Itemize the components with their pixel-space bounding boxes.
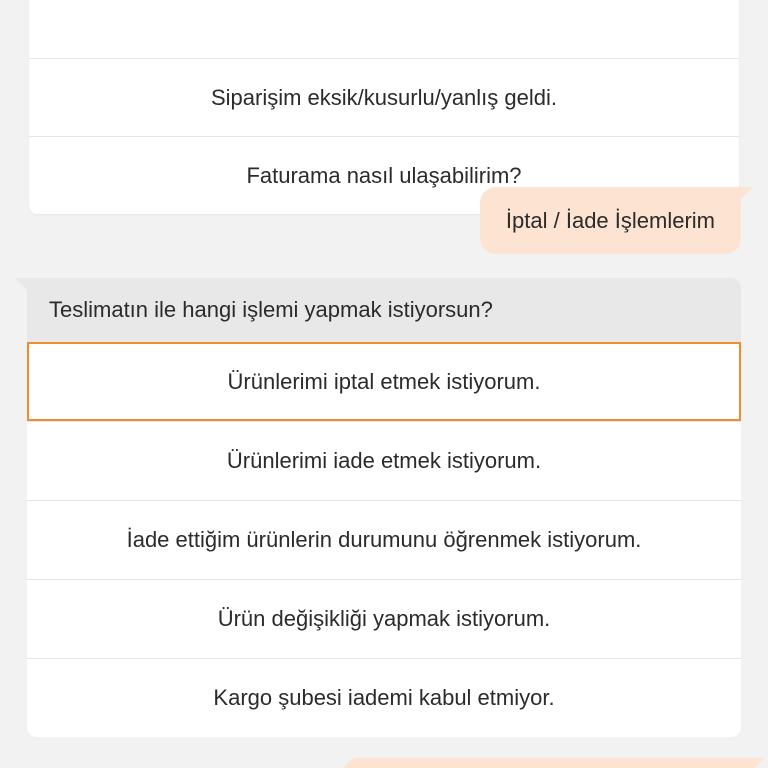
option-button-incomplete-order[interactable]: Siparişim eksik/kusurlu/yanlış geldi. — [29, 58, 739, 136]
option-button-empty-top[interactable] — [29, 0, 739, 58]
option-button-return-status[interactable]: İade ettiğim ürünlerin durumunu öğrenmek istiyorum. — [27, 500, 741, 579]
user-message-bubble: İptal / İade İşlemlerim — [480, 187, 741, 254]
bot-question-text: Teslimatın ile hangi işlemi yapmak istiyorsun? — [27, 278, 741, 342]
option-button-cargo-branch-refused[interactable]: Kargo şubesi iademi kabul etmiyor. — [27, 658, 741, 737]
next-user-message-bubble — [343, 758, 753, 768]
option-button-invoice[interactable]: Faturama nasıl ulaşabilirim? — [29, 136, 739, 214]
previous-options-card — [29, 0, 739, 214]
option-button-product-exchange[interactable]: Ürün değişikliği yapmak istiyorum. — [27, 579, 741, 658]
option-button-return-products[interactable]: Ürünlerimi iade etmek istiyorum. — [27, 421, 741, 500]
bot-question-card — [27, 278, 741, 737]
option-button-cancel-products[interactable]: Ürünlerimi iptal etmek istiyorum. — [27, 342, 741, 421]
